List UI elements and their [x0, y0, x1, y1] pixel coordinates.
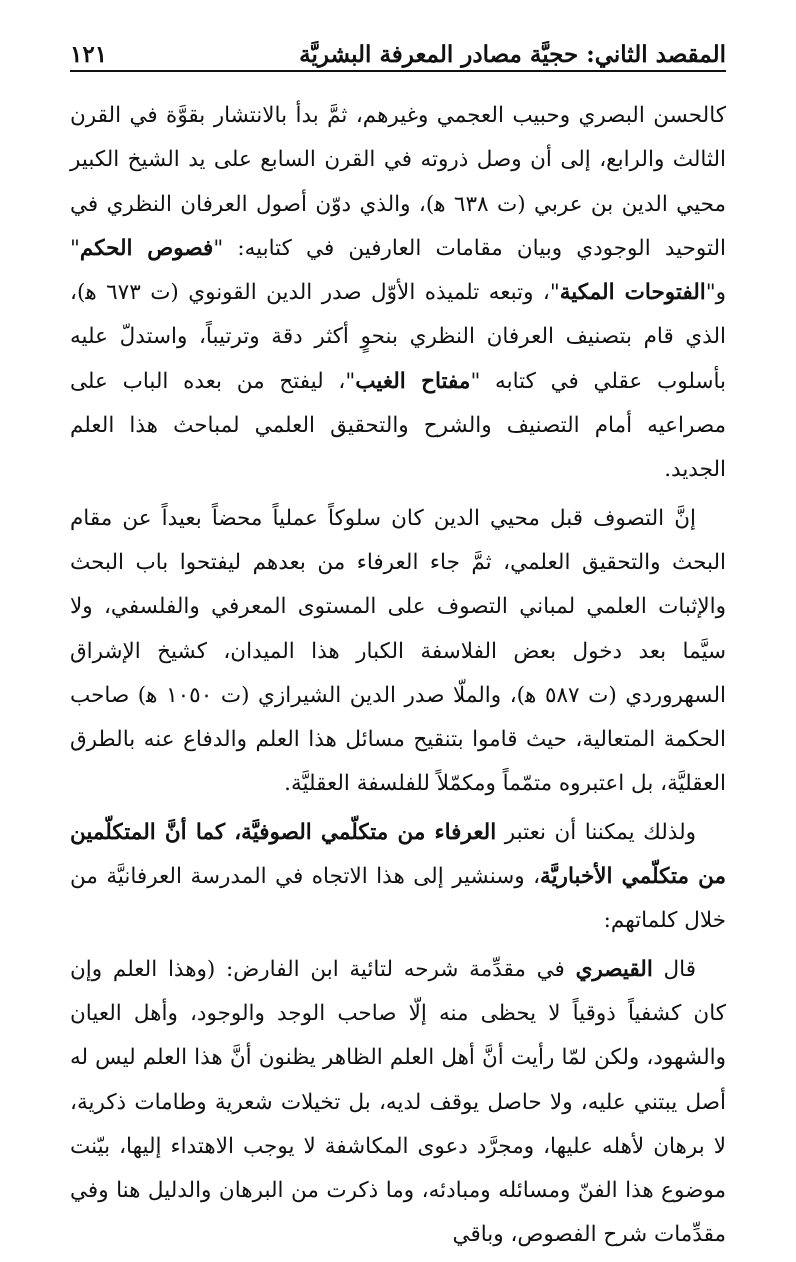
text-run: كالحسن البصري وحبيب العجمي وغيرهم، ثمَّ بدأ بالانتشار بقوَّة في القرن الثالث والرابع، إلى أن وصل ذروته في القرن السابع على يد الشيخ الكبير محيي الدين بن عربي (ت ٦٣٨ ﻫ)، والذي دوّن أصول العرفان النظري في التوحيد الوجودي وبيان مقامات العارفين في كتابيه: "	[70, 103, 727, 261]
header-rule	[70, 70, 726, 72]
running-header	[70, 28, 726, 68]
emphasized-text: مفتاح الغيب	[355, 368, 471, 394]
header-title: المقصد الثاني: حجيَّة مصادر المعرفة البشريَّة	[299, 41, 726, 68]
text-run: ولذلك يمكننا أن نعتبر	[496, 819, 696, 845]
emphasized-text: القيصري	[575, 956, 653, 982]
text-run: قال	[652, 956, 696, 982]
paragraph-4	[70, 948, 726, 1258]
paragraph-1	[70, 94, 726, 493]
text-run: "، ليفتح من بعده الباب على مصراعيه أمام التصنيف والشرح والتحقيق العلمي لمباحث هذا العلم الجديد.	[70, 368, 726, 483]
text-run: في مقدِّمة شرحه لتائية ابن الفارض: (وهذا العلم وإن كان كشفياً ذوقياً لا يحظى منه إلّا صاحب الوجد والوجود، وأهل العيان والشهود، ولكن لمّا رأيت أنَّ أهل العلم الظاهر يظنون أنَّ هذا العلم ليس له أصل يبتني عليه، ولا حاصل يوقف لديه، بل تخيلات شعرية وطامات ذكرية، لا برهان لأهله عليها، ومجرَّد دعوى المكاشفة لا يوجب الاهتداء إليها، بيّنت موضوع هذا الفنّ ومسائله ومبادئه، وما ذكرت من البرهان والدليل هنا وفي مقدِّمات شرح الفصوص، وباقي	[70, 956, 726, 1248]
paragraph-3	[70, 811, 726, 944]
emphasized-text: الفتوحات المكية	[559, 280, 706, 306]
emphasized-text: العرفاء من متكلّمي الصوفيَّة، كما أنَّ المتكلّمين من متكلّمي الأخباريَّة	[70, 819, 727, 890]
text-run: ، وسنشير إلى هذا الاتجاه في المدرسة العرفانيَّة من خلال كلماتهم:	[70, 864, 726, 934]
paragraph-2	[70, 497, 726, 807]
page-number: ١٢١	[70, 41, 108, 68]
text-run: "، وتبعه تلميذه الأوّل صدر الدين القونوي (ت ٦٧٣ ﻫ)، الذي قام بتصنيف العرفان النظري بنحوٍ أكثر دقة وترتيباً، واستدلّ عليه بأسلوب عقلي في كتابه "	[70, 280, 726, 394]
text-run: إنَّ التصوف قبل محيي الدين كان سلوكاً عملياً محضاً بعيداً عن مقام البحث والتحقيق العلمي، ثمَّ جاء العرفاء من بعدهم ليفتحوا باب البحث والإثبات العلمي لمباني التصوف على المستوى المعرفي والفلسفي، ولا سيَّما بعد دخول بعض الفلاسفة الكبار هذا الميدان، كشيخ الإشراق السهروردي (ت ٥٨٧ ﻫ)، والملّا صدر الدين الشيرازي (ت ١٠٥٠ ﻫ) صاحب الحكمة المتعالية، حيث قاموا بتنقيح مسائل هذا العلم والدفاع عنه بالطرق العقليَّة، بل اعتبروه متمّماً ومكمّلاً للفلسفة العقليَّة.	[70, 505, 726, 797]
text-run: " و"	[70, 235, 727, 306]
emphasized-text: فصوص الحكم	[79, 235, 214, 261]
body-text	[70, 94, 726, 1262]
